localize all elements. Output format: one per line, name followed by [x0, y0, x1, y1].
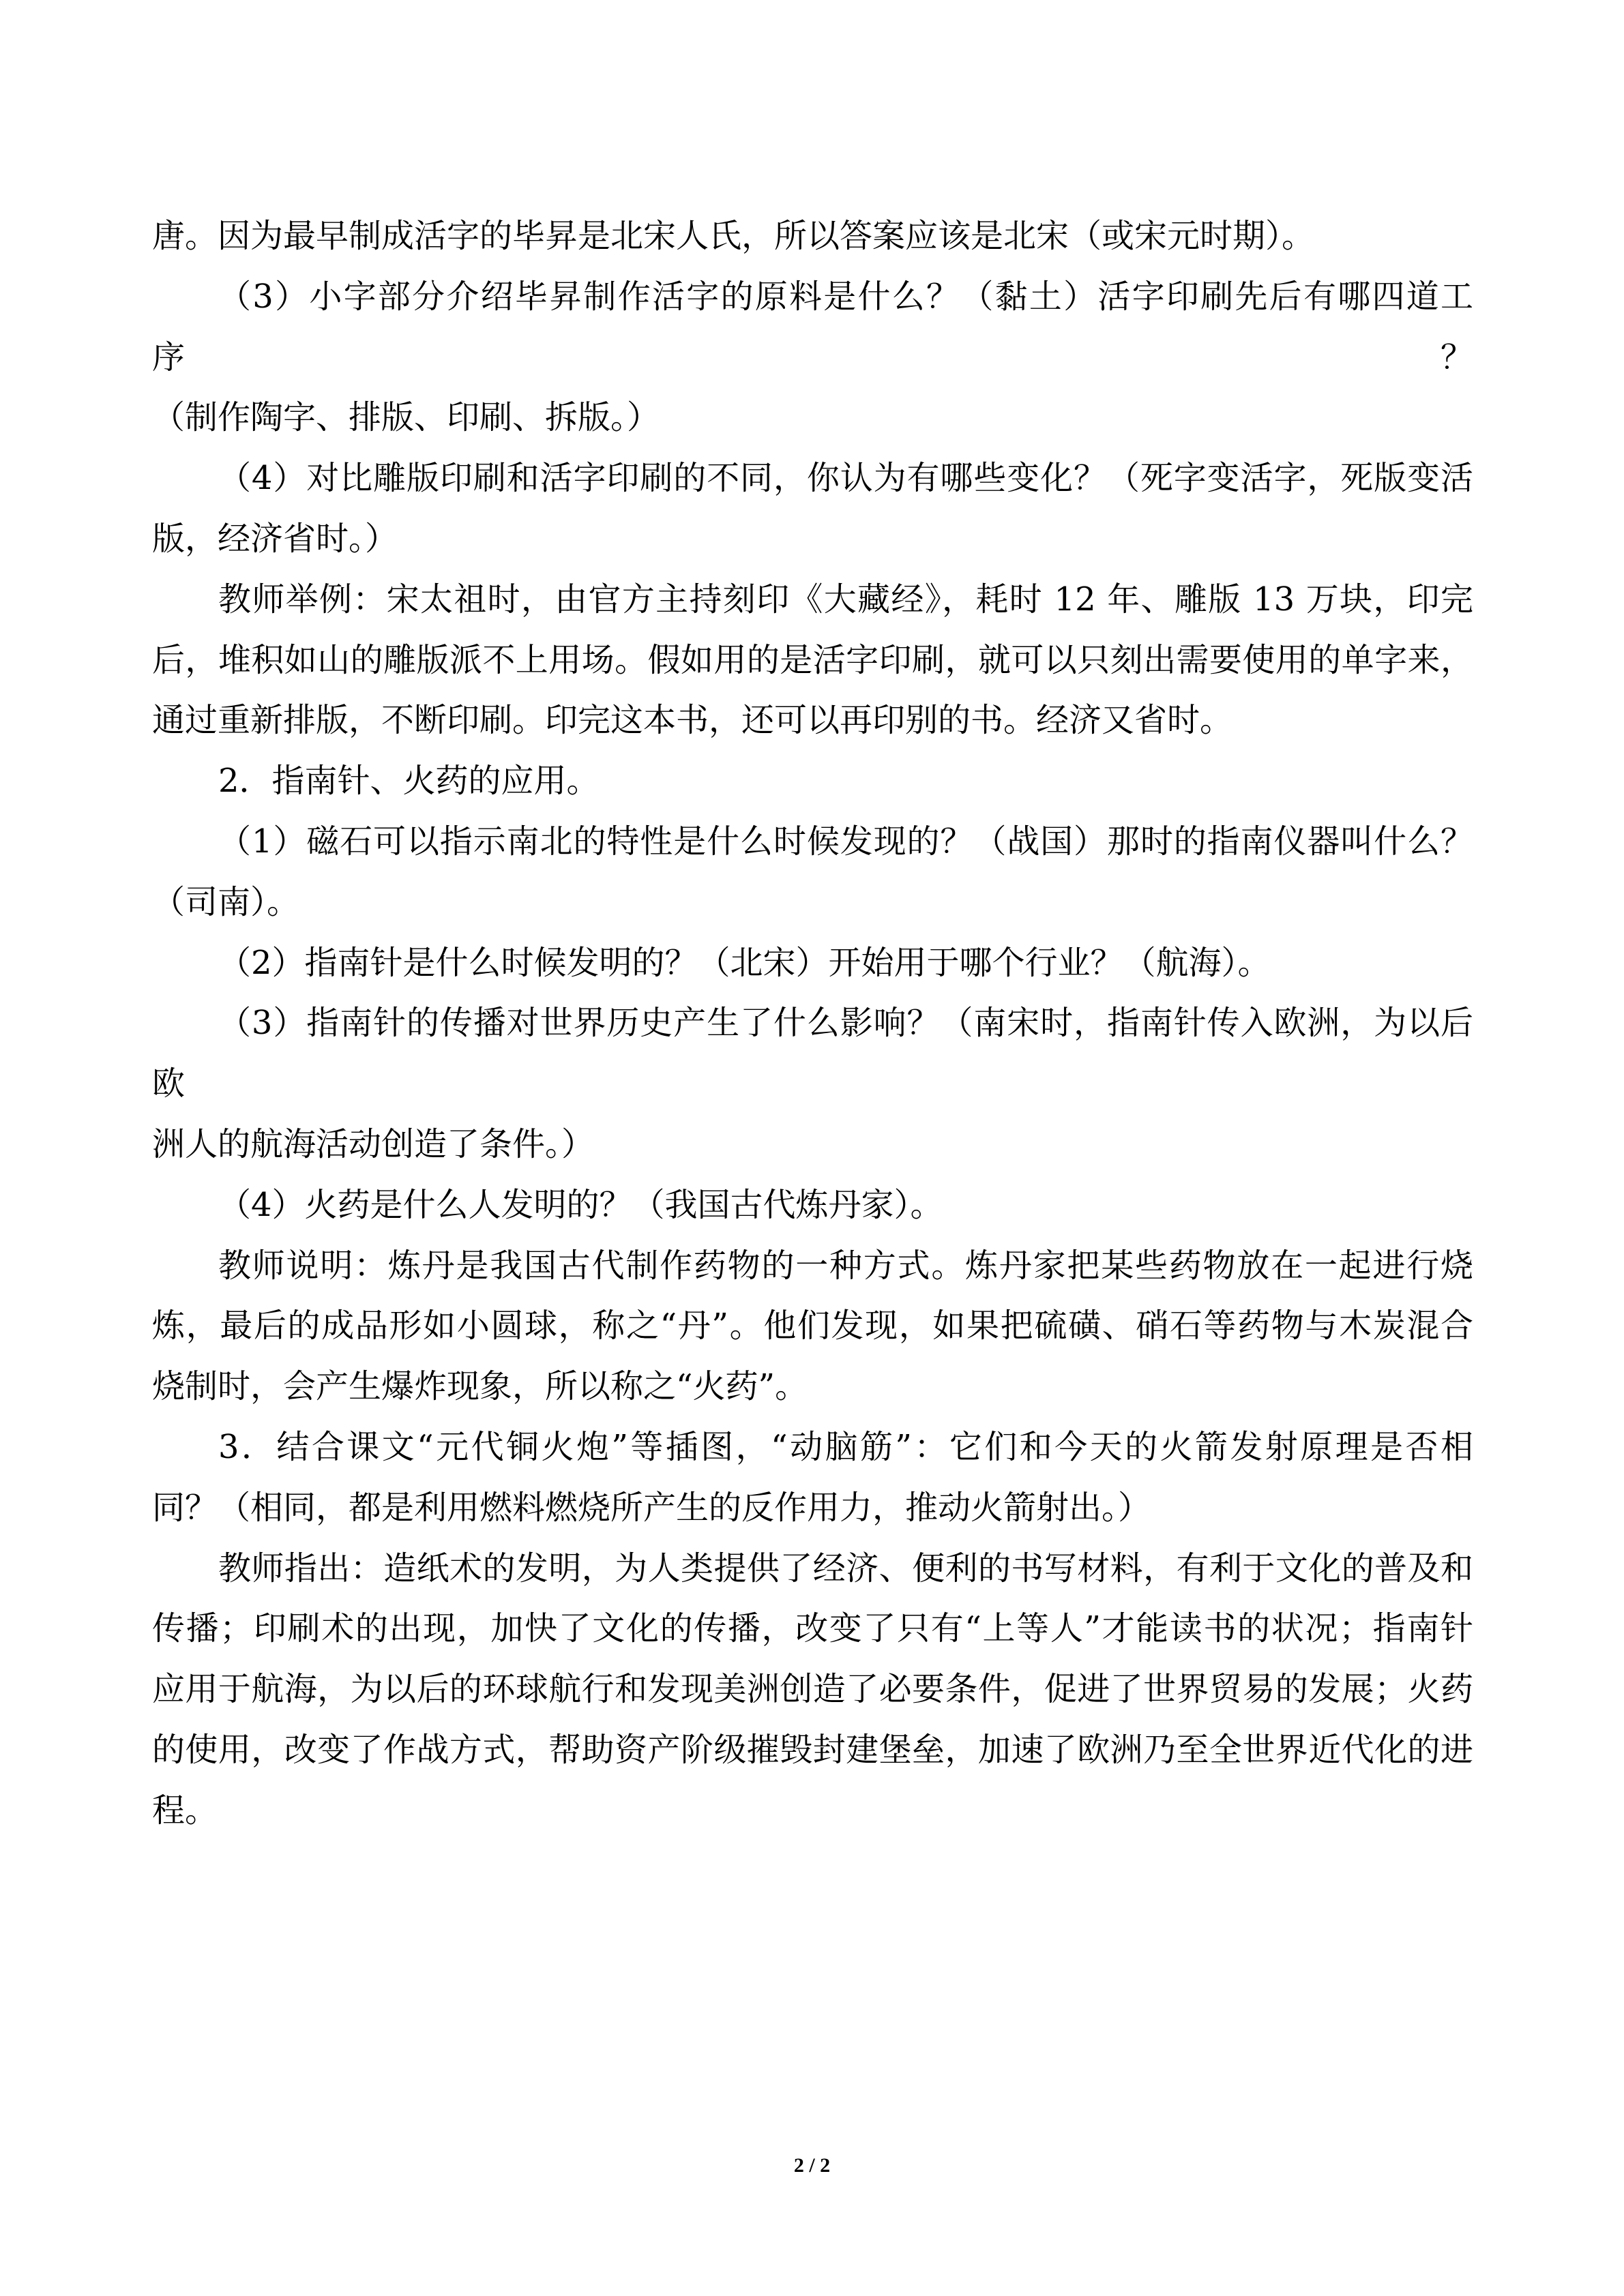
paragraph-teacher-example: [152, 569, 1473, 751]
paragraph-question-4-gunpowder: [152, 1175, 1473, 1236]
text-line: （2）指南针是什么时候发明的？（北宋）开始用于哪个行业？（航海）。: [218, 943, 1271, 982]
text-line: 应用于航海，为以后的环球航行和发现美洲创造了必要条件，促进了世界贸易的发展；火药: [152, 1670, 1473, 1709]
paragraph-question-2-compass: [152, 933, 1473, 994]
text-line: 教师指出：造纸术的发明，为人类提供了经济、便利的书写材料，有利于文化的普及和: [218, 1549, 1473, 1587]
text-line: 通过重新排版，不断印刷。印完这本书，还可以再印别的书。经济又省时。: [152, 701, 1233, 740]
paragraph-question-1-magnet: [152, 811, 1473, 933]
text-line: 教师说明：炼丹是我国古代制作药物的一种方式。炼丹家把某些药物放在一起进行烧: [218, 1246, 1473, 1285]
paragraph-question-4-comparison: [152, 448, 1473, 569]
text-line: 传播；印刷术的出现，加快了文化的传播，改变了只有“上等人”才能读书的状况；指南针: [152, 1609, 1473, 1648]
text-line: 炼，最后的成品形如小圆球，称之“丹”。他们发现，如果把硫磺、硝石等药物与木炭混合: [152, 1307, 1473, 1345]
text-line: 洲人的航海活动创造了条件。）: [152, 1124, 595, 1163]
section-heading-compass-gunpowder: [152, 751, 1473, 811]
continuation-paragraph: [152, 206, 1473, 267]
text-line: （4）火药是什么人发明的？（我国古代炼丹家）。: [218, 1185, 943, 1224]
text-line: 教师举例：宋太祖时，由官方主持刻印《大藏经》，耗时 12 年、雕版 13 万块，印完: [218, 580, 1473, 618]
text-line: （1）磁石可以指示南北的特性是什么时候发现的？（战国）那时的指南仪器叫什么？: [218, 822, 1473, 861]
text-line: （司南）。: [152, 882, 300, 921]
page-number: 2 / 2: [793, 2154, 831, 2177]
text-line: 2．指南针、火药的应用。: [218, 762, 600, 801]
text-line: 版，经济省时。）: [152, 519, 398, 558]
paragraph-item-3-rocket: [152, 1417, 1473, 1538]
text-line: （3）指南针的传播对世界历史产生了什么影响？（南宋时，指南针传入欧洲，为以后欧: [152, 1004, 1473, 1103]
text-line: 唐。因为最早制成活字的毕昇是北宋人氏，所以答案应该是北宋（或宋元时期）。: [152, 217, 1315, 255]
text-line: 程。: [152, 1791, 218, 1830]
text-line: （3）小字部分介绍毕昇制作活字的原料是什么？（黏土）活字印刷先后有哪四道工序？: [152, 277, 1473, 376]
text-line: 的使用，改变了作战方式，帮助资产阶级摧毁封建堡垒，加速了欧洲乃至全世界近代化的进: [152, 1730, 1473, 1769]
text-line: 烧制时，会产生爆炸现象，所以称之“火药”。: [152, 1367, 808, 1406]
paragraph-question-3-compass-influence: [152, 993, 1473, 1174]
text-line: 同？（相同，都是利用燃料燃烧所产生的反作用力，推动火箭射出。）: [152, 1488, 1151, 1527]
paragraph-question-3-movable-type: [152, 267, 1473, 448]
text-line: （4）对比雕版印刷和活字印刷的不同，你认为有哪些变化？（死字变活字，死版变活: [218, 459, 1473, 498]
text-line: 3．结合课文“元代铜火炮”等插图，“动脑筋”：它们和今天的火箭发射原理是否相: [218, 1427, 1473, 1466]
text-line: 后，堆积如山的雕版派不上用场。假如用的是活字印刷，就可以只刻出需要使用的单字来，: [152, 640, 1473, 679]
paragraph-teacher-explanation: [152, 1236, 1473, 1417]
paragraph-teacher-summary: [152, 1538, 1473, 1841]
text-line: （制作陶字、排版、印刷、拆版。）: [152, 398, 660, 437]
body-text: [152, 206, 1473, 1841]
